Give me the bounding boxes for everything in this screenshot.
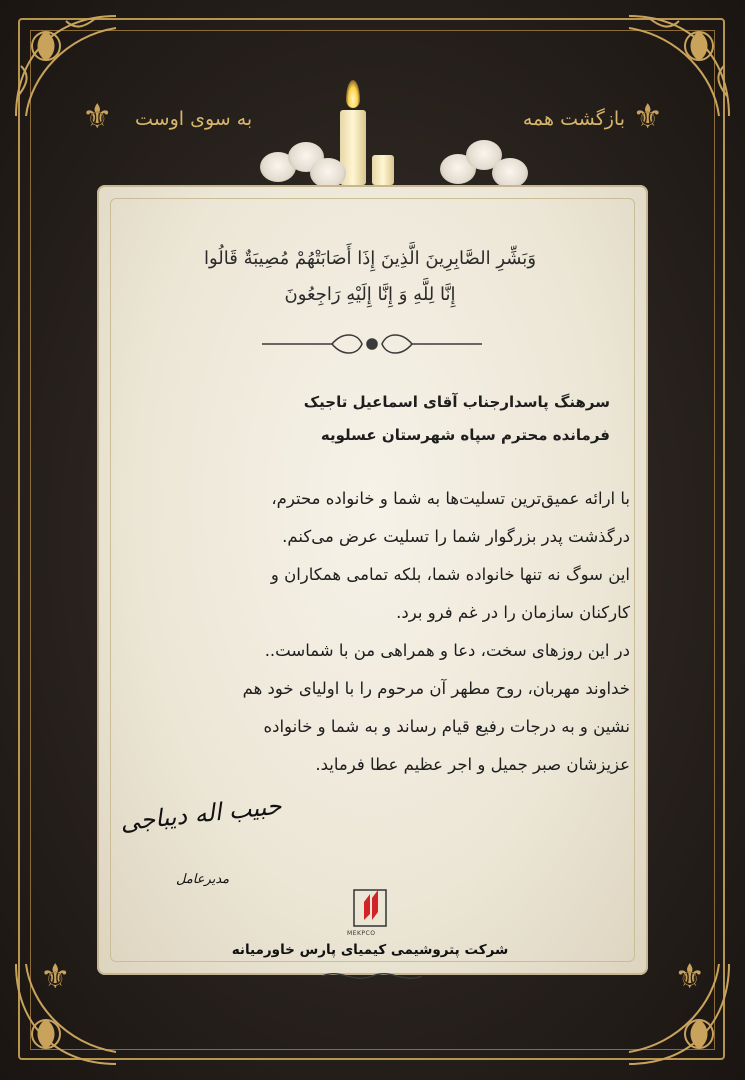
roses-icon: [440, 140, 540, 190]
divider-ornament-icon: [262, 330, 482, 358]
company-name: شرکت پتروشیمی کیمیای پارس خاورمیانه: [231, 942, 509, 958]
verse-line-2: إِنَّا لِلَّهِ وَ إِنَّا إِلَيْهِ رَاجِعُونَ: [284, 284, 456, 305]
body-line: درگذشت پدر بزرگوار شما را تسلیت عرض می‌کنم.: [282, 527, 630, 546]
verse-line-1: وَبَشِّرِ الصَّابِرِينَ الَّذِينَ إِذَا أَصَابَتْهُمْ مُصِيبَةٌ قَالُوا: [203, 248, 537, 269]
body-line: این سوگ نه تنها خانواده شما، بلکه تمامی همکاران و: [270, 565, 630, 584]
body-line: کارکنان سازمان را در غم فرو برد.: [396, 603, 630, 622]
fleur-de-lis-icon: ⚜: [40, 957, 71, 997]
company-logo-text: MEKPCO: [347, 930, 376, 937]
company-logo-icon: [350, 880, 390, 930]
header-phrase-right: بازگشت همه: [522, 108, 625, 130]
recipient-title: فرمانده محترم سپاه شهرستان عسلویه: [320, 426, 610, 444]
fleur-de-lis-icon: ⚜: [632, 97, 663, 137]
bottom-ornament-icon: [322, 968, 422, 984]
fleur-de-lis-icon: ⚜: [674, 957, 705, 997]
body-line: با ارائه عمیق‌ترین تسلیت‌ها به شما و خانواده محترم،: [271, 489, 630, 508]
message-body: [118, 480, 630, 784]
body-line: عزیزشان صبر جمیل و اجر عظیم عطا فرماید.: [315, 755, 630, 774]
header-phrase-left: به سوی اوست: [135, 108, 253, 130]
signature-title: مدیرعامل: [176, 872, 230, 887]
fleur-de-lis-icon: ⚜: [82, 97, 113, 137]
body-line: خداوند مهربان، روح مطهر آن مرحوم را با اولیای خود هم: [242, 679, 630, 698]
signature: حبیب اله دیباجی: [118, 791, 283, 837]
body-line: نشین و به درجات رفیع قیام رساند و به شما و خانواده: [263, 717, 630, 736]
roses-icon: [250, 140, 350, 190]
recipient-name: سرهنگ پاسدارجناب آقای اسماعیل تاجیک: [303, 393, 610, 411]
body-line: در این روزهای سخت، دعا و همراهی من با شماست..: [264, 641, 630, 660]
